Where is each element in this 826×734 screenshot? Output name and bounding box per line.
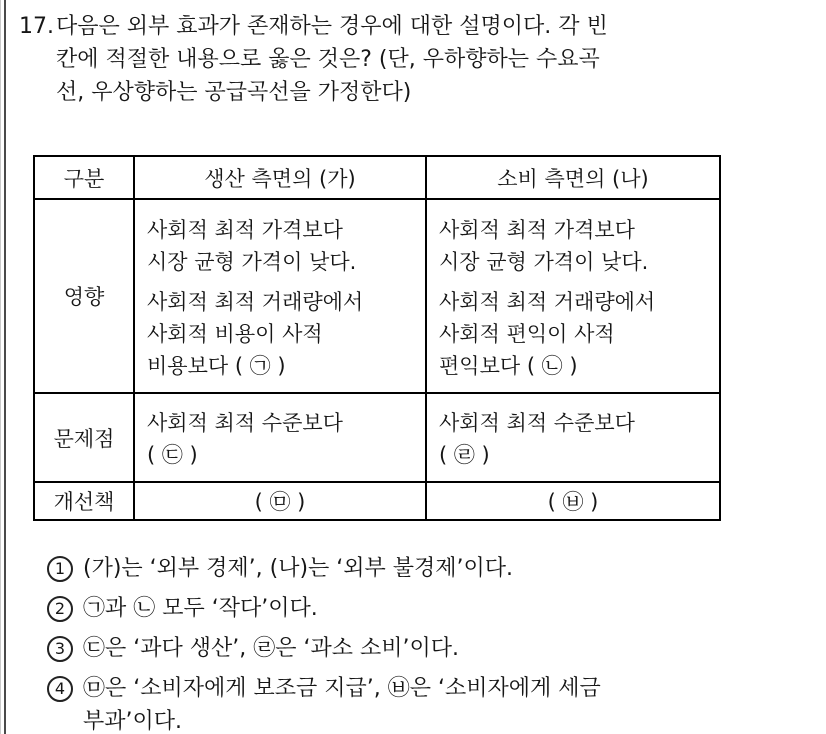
question-text	[56, 10, 608, 109]
paragraph	[439, 286, 711, 382]
circled-number-icon: 2	[47, 596, 73, 622]
option-text-line: ㉠과 ㉡ 모두 ‘작다’이다.	[83, 596, 318, 621]
paragraph	[147, 214, 417, 278]
question-text-line: 칸에 적절한 내용으로 옳은 것은? (단, 우하향하는 수요곡	[56, 47, 600, 72]
header-cell-consumption: 소비 측면의 (나)	[426, 156, 720, 199]
row-label-effect: 영향	[34, 199, 134, 393]
cell-text-line: 사회적 최적 거래량에서	[439, 290, 656, 314]
cell-text-line: 사회적 편익이 사적	[439, 322, 615, 346]
externality-table	[33, 155, 721, 521]
table-row-problem	[34, 393, 720, 482]
header-cell-production: 생산 측면의 (가)	[134, 156, 426, 199]
paragraph	[147, 286, 417, 382]
paragraph	[439, 214, 711, 278]
page-edge-line	[0, 0, 1, 734]
table-cell-effect-consumption	[426, 199, 720, 393]
table-header-row	[34, 156, 720, 199]
circled-number-icon: 1	[47, 556, 73, 582]
option-text-line: 부과’이다.	[83, 709, 182, 734]
table-cell-effect-production	[134, 199, 426, 393]
answer-options	[47, 552, 601, 734]
cell-text-line: 사회적 비용이 사적	[147, 322, 323, 346]
row-label-solution: 개선책	[34, 482, 134, 520]
table-cell-problem-production	[134, 393, 426, 482]
question-number: 17.	[19, 14, 54, 39]
table-cell-solution-production: ( ㉤ )	[134, 482, 426, 520]
question-text-line: 다음은 외부 효과가 존재하는 경우에 대한 설명이다. 각 빈	[56, 14, 608, 39]
answer-option-1	[47, 552, 601, 585]
cell-text-line: 비용보다 ( ㉠ )	[147, 354, 286, 378]
cell-text-line: 편익보다 ( ㉡ )	[439, 354, 578, 378]
cell-text-line: 사회적 최적 수준보다	[439, 411, 635, 435]
table-cell-solution-consumption: ( ㉥ )	[426, 482, 720, 520]
header-cell-category: 구분	[34, 156, 134, 199]
cell-text-line: ( ㉣ )	[439, 443, 490, 467]
question-stem	[19, 10, 789, 109]
answer-option-2	[47, 592, 601, 625]
circled-number-icon: 3	[47, 636, 73, 662]
cell-text-line: ( ㉢ )	[147, 443, 198, 467]
cell-text-line: 사회적 최적 가격보다	[147, 218, 343, 242]
option-text-line: (가)는 ‘외부 경제’, (나)는 ‘외부 불경제’이다.	[83, 556, 514, 581]
cell-text-line: 사회적 최적 거래량에서	[147, 290, 364, 314]
circled-number-icon: 4	[47, 676, 73, 702]
answer-option-4	[47, 672, 601, 734]
column-divider-rule	[4, 0, 6, 734]
table-row-effect	[34, 199, 720, 393]
cell-text-line: 시장 균형 가격이 낮다.	[439, 250, 649, 274]
row-label-problem: 문제점	[34, 393, 134, 482]
option-text-line: ㉤은 ‘소비자에게 보조금 지급’, ㉥은 ‘소비자에게 세금	[83, 676, 601, 701]
table-row-solution	[34, 482, 720, 520]
cell-text-line: 사회적 최적 가격보다	[439, 218, 635, 242]
answer-option-3	[47, 632, 601, 665]
option-text	[83, 552, 513, 585]
option-text	[83, 632, 459, 665]
option-text	[83, 672, 601, 734]
cell-text-line: 시장 균형 가격이 낮다.	[147, 250, 357, 274]
cell-text-line: 사회적 최적 수준보다	[147, 411, 343, 435]
question-text-line: 선, 우상향하는 공급곡선을 가정한다)	[56, 80, 412, 105]
table-cell-problem-consumption	[426, 393, 720, 482]
option-text-line: ㉢은 ‘과다 생산’, ㉣은 ‘과소 소비’이다.	[83, 636, 459, 661]
option-text	[83, 592, 318, 625]
